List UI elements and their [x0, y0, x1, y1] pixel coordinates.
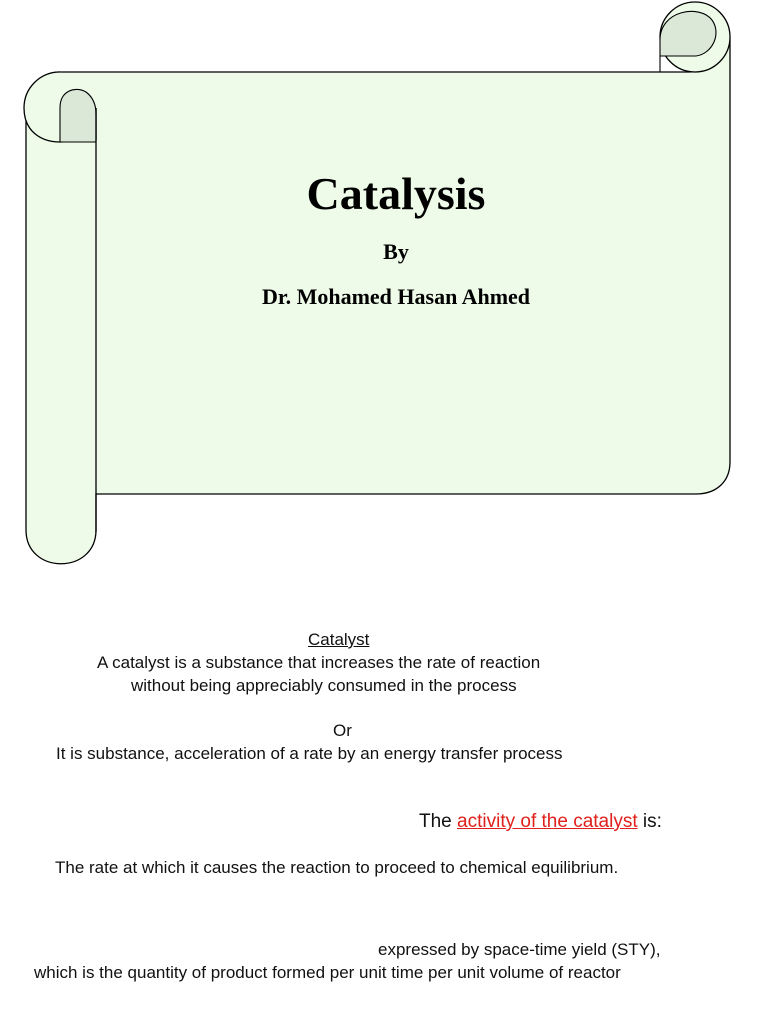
or-separator: Or [333, 721, 352, 740]
activity-prefix: The [419, 811, 458, 832]
rate-statement: The rate at which it causes the reaction to proceed to chemical equilibrium. [55, 858, 619, 877]
definition-slide [0, 575, 768, 1024]
activity-statement [419, 810, 662, 834]
expressed-line-1: expressed by space-time yield (STY), [378, 940, 661, 959]
definition-line-1: A catalyst is a substance that increases the rate of reaction [97, 653, 541, 672]
activity-suffix: is: [637, 811, 662, 832]
activity-of-catalyst-link[interactable]: activity of the catalyst [457, 811, 638, 832]
author-name: Dr. Mohamed Hasan Ahmed [261, 284, 531, 309]
by-label: By [383, 239, 409, 264]
alternate-definition: It is substance, acceleration of a rate by an energy transfer process [56, 744, 563, 763]
scroll-left-curl-inner [60, 89, 96, 142]
definition-line-2: without being appreciably consumed in the process [131, 676, 517, 695]
slide-title: Catalysis [306, 168, 486, 219]
catalyst-heading: Catalyst [308, 630, 370, 649]
expressed-line-2: which is the quantity of product formed per unit time per unit volume of reactor [34, 963, 621, 982]
